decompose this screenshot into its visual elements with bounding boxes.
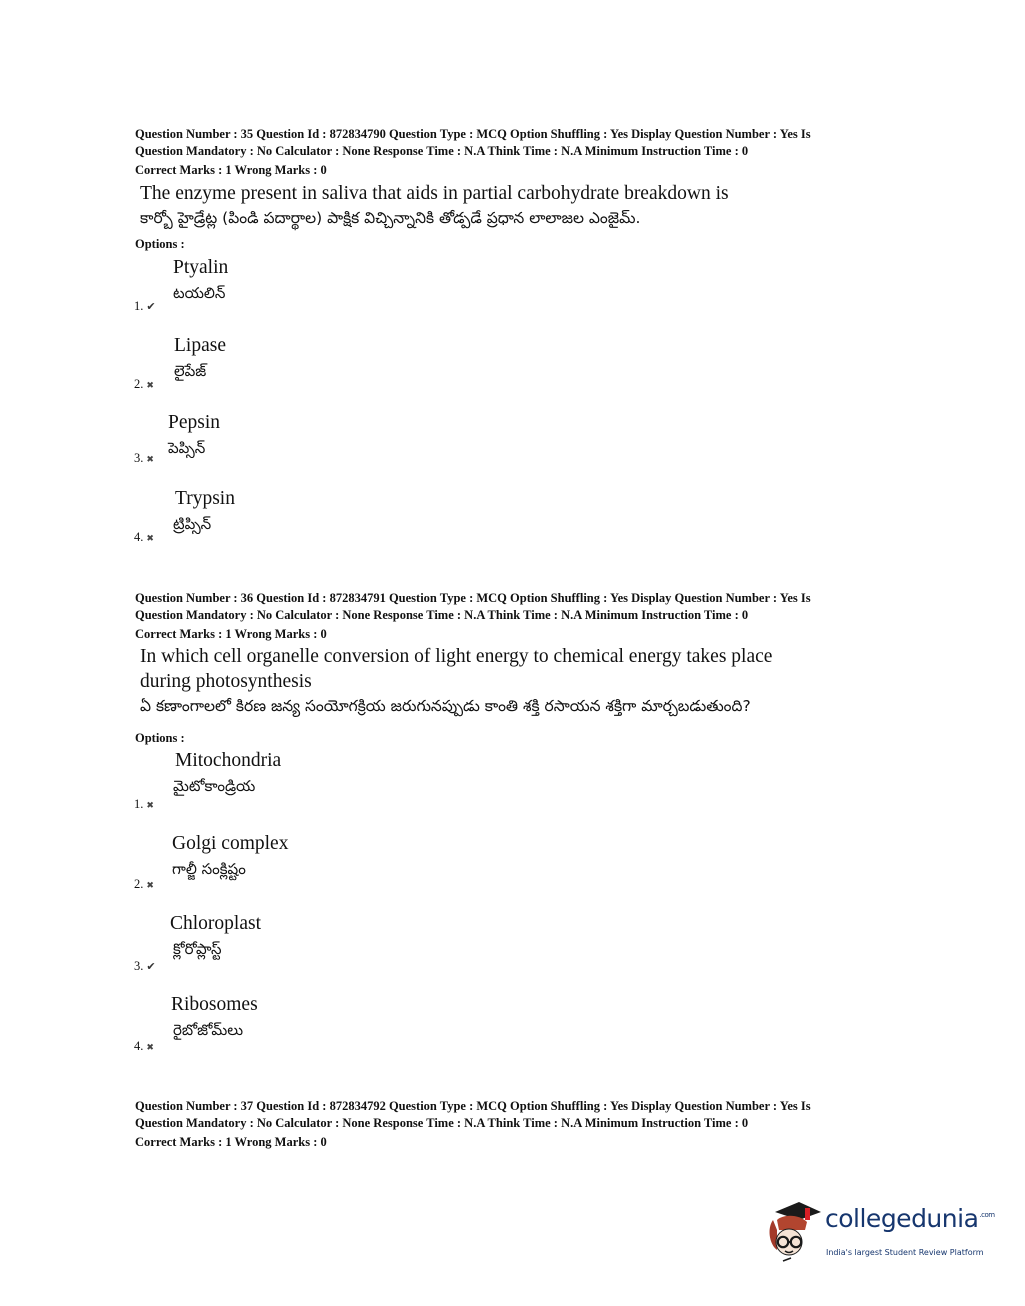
q35-option-4-en: Trypsin — [175, 488, 235, 509]
q36-option-1-en: Mitochondria — [175, 750, 282, 771]
q36-option-3-en: Chloroplast — [170, 913, 261, 934]
q35-options-label: Options : — [135, 237, 185, 251]
logo-wordmark — [825, 1204, 995, 1233]
q36-option-3[interactable] — [134, 959, 156, 974]
q35-option-3-number: 3. — [134, 451, 144, 465]
q36-option-4-number: 4. — [134, 1039, 144, 1053]
q35-option-1-en: Ptyalin — [173, 257, 229, 278]
q35-option-1-number: 1. — [134, 299, 144, 313]
q37-meta — [135, 1098, 915, 1151]
q36-options-label: Options : — [135, 731, 185, 745]
q36-question-en-line2: during photosynthesis — [140, 671, 312, 692]
q36-option-3-te: క్లోరోప్లాస్ట్ — [173, 940, 222, 958]
q36-meta-line2: Question Mandatory : No Calculator : None Response Time : N.A Think Time : N.A Minimum Instruction Time : 0 — [135, 608, 749, 622]
q36-option-4[interactable] — [134, 1039, 154, 1054]
q35-question-te: కార్బో హైడ్రేట్ల (పిండి పదార్థాల) పాక్షిక విచ్చిన్నానికి తోడ్పడే ప్రధాన లాలాజల ఎంజైమ్. — [140, 209, 641, 227]
cross-icon: ✖ — [146, 534, 154, 544]
q35-option-1[interactable] — [134, 299, 156, 314]
q35-meta-line1: Question Number : 35 Question Id : 872834790 Question Type : MCQ Option Shuffling : Yes Display Question Number : Yes Is — [135, 127, 811, 141]
cross-icon: ✖ — [146, 801, 154, 811]
q37-meta-line1: Question Number : 37 Question Id : 872834792 Question Type : MCQ Option Shuffling : Yes Display Question Number : Yes Is — [135, 1099, 811, 1113]
q37-meta-line2: Question Mandatory : No Calculator : None Response Time : N.A Think Time : N.A Minimum Instruction Time : 0 — [135, 1116, 749, 1130]
q36-option-2-number: 2. — [134, 877, 144, 891]
collegedunia-logo[interactable] — [765, 1198, 995, 1268]
q36-option-1-number: 1. — [134, 797, 144, 811]
q35-option-3-te: పెప్సిన్ — [168, 439, 206, 457]
q35-option-3-en: Pepsin — [168, 412, 221, 433]
q35-meta — [135, 126, 915, 179]
q36-meta-line3: Correct Marks : 1 Wrong Marks : 0 — [135, 627, 327, 641]
q35-option-2[interactable] — [134, 377, 154, 392]
q36-meta-line1: Question Number : 36 Question Id : 872834791 Question Type : MCQ Option Shuffling : Yes Display Question Number : Yes Is — [135, 591, 811, 605]
check-icon: ✔ — [146, 960, 156, 973]
q35-option-4-te: ట్రిప్సిన్ — [173, 515, 212, 533]
q36-option-3-number: 3. — [134, 959, 144, 973]
q35-option-1-te: టయలిన్ — [173, 284, 226, 302]
q35-option-2-number: 2. — [134, 377, 144, 391]
mascot-icon — [765, 1198, 823, 1268]
q36-question — [140, 644, 860, 719]
q35-meta-line3: Correct Marks : 1 Wrong Marks : 0 — [135, 163, 327, 177]
q36-question-en-line1: In which cell organelle conversion of light energy to chemical energy takes place — [140, 646, 773, 667]
cross-icon: ✖ — [146, 881, 154, 891]
q36-option-2[interactable] — [134, 877, 154, 892]
q36-option-4-en: Ribosomes — [171, 994, 258, 1015]
logo-name-text: collegedunia — [825, 1204, 979, 1233]
q35-option-2-te: లైపేజ్ — [174, 362, 207, 380]
q35-meta-line2: Question Mandatory : No Calculator : None Response Time : N.A Think Time : N.A Minimum Instruction Time : 0 — [135, 144, 749, 158]
q35-option-3[interactable] — [134, 451, 154, 466]
q36-question-te: ఏ కణాంగాలలో కిరణ జన్య సంయోగక్రియ జరుగునప్పుడు కాంతి శక్తి రసాయన శక్తిగా మార్చబడుతుంది? — [140, 697, 751, 715]
q36-option-2-en: Golgi complex — [172, 833, 289, 854]
q36-option-1[interactable] — [134, 797, 154, 812]
check-icon: ✔ — [146, 300, 156, 313]
q36-meta — [135, 590, 915, 643]
q36-option-2-te: గాల్జీ సంక్లిష్టం — [172, 860, 246, 878]
q35-option-4-number: 4. — [134, 530, 144, 544]
q35-option-2-en: Lipase — [174, 335, 226, 356]
q35-question — [140, 181, 860, 231]
cross-icon: ✖ — [146, 381, 154, 391]
logo-tld: .com — [979, 1211, 995, 1219]
q35-question-en: The enzyme present in saliva that aids in partial carbohydrate breakdown is — [140, 183, 729, 204]
q36-option-4-te: రైబోజోమ్‌లు — [173, 1021, 244, 1039]
cross-icon: ✖ — [146, 455, 154, 465]
q35-option-4[interactable] — [134, 530, 154, 545]
q36-option-1-te: మైటోకాండ్రియ — [173, 777, 256, 795]
q37-meta-line3: Correct Marks : 1 Wrong Marks : 0 — [135, 1135, 327, 1149]
logo-tagline: India's largest Student Review Platform — [826, 1248, 984, 1257]
cross-icon: ✖ — [146, 1043, 154, 1053]
